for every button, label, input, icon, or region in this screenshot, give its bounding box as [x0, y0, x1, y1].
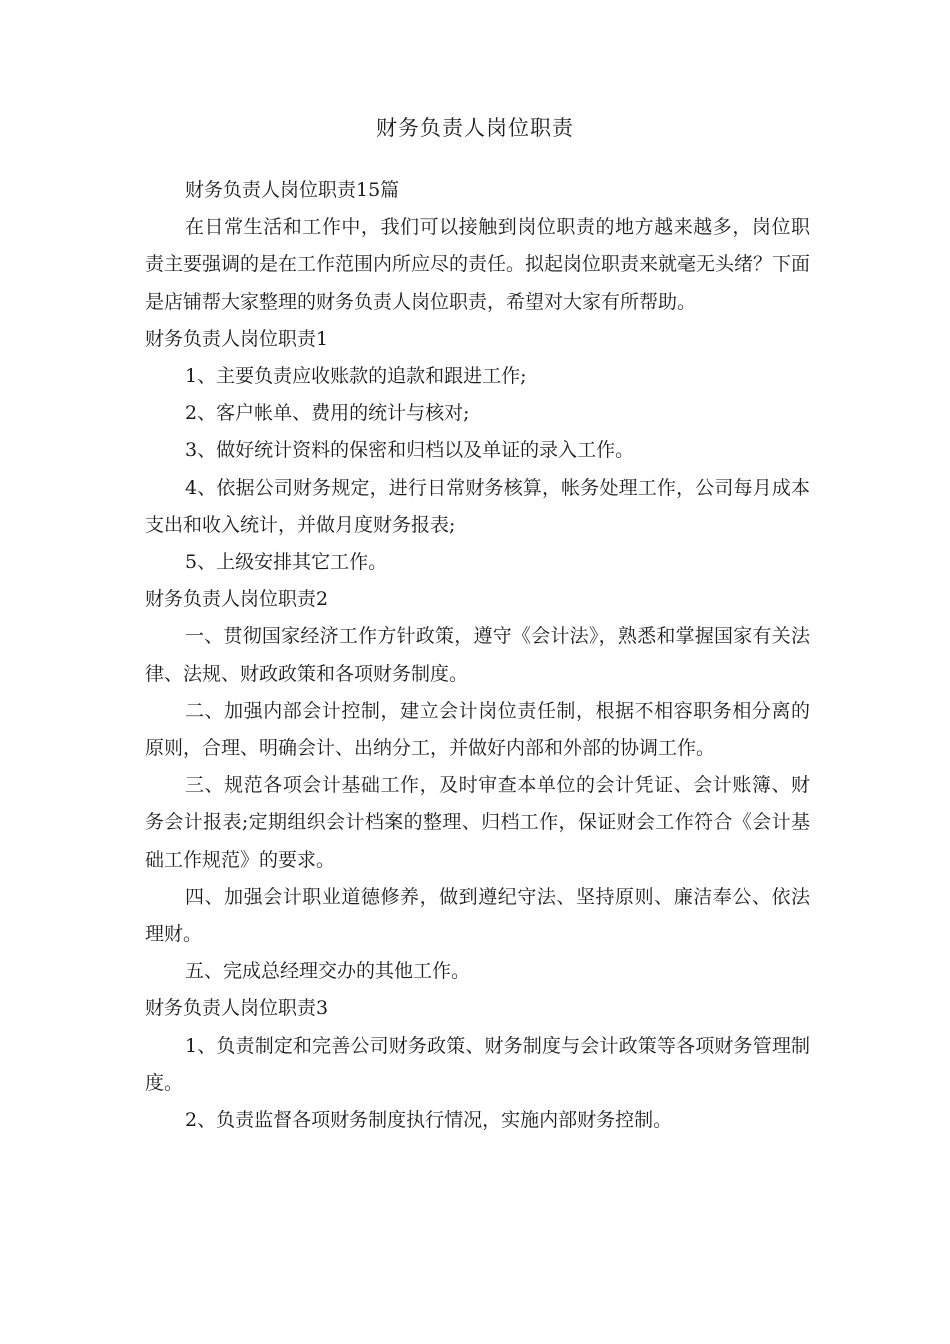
section-heading-3: 财务负责人岗位职责3: [145, 997, 329, 1020]
list-item: 4、依据公司财务规定，进行日常财务核算，帐务处理工作，公司每月成本支出和收入统计，并做月度财务报表;: [145, 476, 810, 536]
list-item: 2、客户帐单、费用的统计与核对;: [185, 402, 470, 425]
document-subtitle: 财务负责人岗位职责15篇: [185, 179, 400, 201]
list-item: 四、加强会计职业道德修养，做到遵纪守法、坚持原则、廉洁奉公、依法理财。: [145, 885, 810, 946]
list-item: 1、主要负责应收账款的追款和跟进工作;: [185, 365, 527, 388]
list-item: 三、规范各项会计基础工作，及时审查本单位的会计凭证、会计账簿、财务会计报表;定期组织会计档案的整理、归档工作，保证财会工作符合《会计基础工作规范》的要求。: [145, 774, 810, 871]
list-item: 五、完成总经理交办的其他工作。: [185, 960, 471, 983]
document-title: 财务负责人岗位职责: [376, 116, 574, 140]
list-item: 3、做好统计资料的保密和归档以及单证的录入工作。: [185, 439, 635, 462]
intro-paragraph: 在日常生活和工作中，我们可以接触到岗位职责的地方越来越多，岗位职责主要强调的是在工作范围内所应尽的责任。拟起岗位职责来就毫无头绪？下面是店铺帮大家整理的财务负责人岗位职责，希望对大家有所帮助。: [145, 216, 811, 313]
list-item: 2、负责监督各项财务制度执行情况，实施内部财务控制。: [185, 1109, 673, 1132]
list-item: 5、上级安排其它工作。: [185, 551, 388, 574]
section-heading-2: 财务负责人岗位职责2: [145, 588, 329, 611]
list-item: 一、贯彻国家经济工作方针政策，遵守《会计法》，熟悉和掌握国家有关法律、法规、财政政策和各项财务制度。: [145, 625, 810, 685]
document-body: [145, 172, 810, 1139]
list-item: 1、负责制定和完善公司财务政策、财务制度与会计政策等各项财务管理制度。: [145, 1034, 810, 1094]
section-heading-1: 财务负责人岗位职责1: [145, 327, 329, 350]
list-item: 二、加强内部会计控制，建立会计岗位责任制，根据不相容职务相分离的原则，合理、明确会计、出纳分工，并做好内部和外部的协调工作。: [145, 699, 810, 760]
